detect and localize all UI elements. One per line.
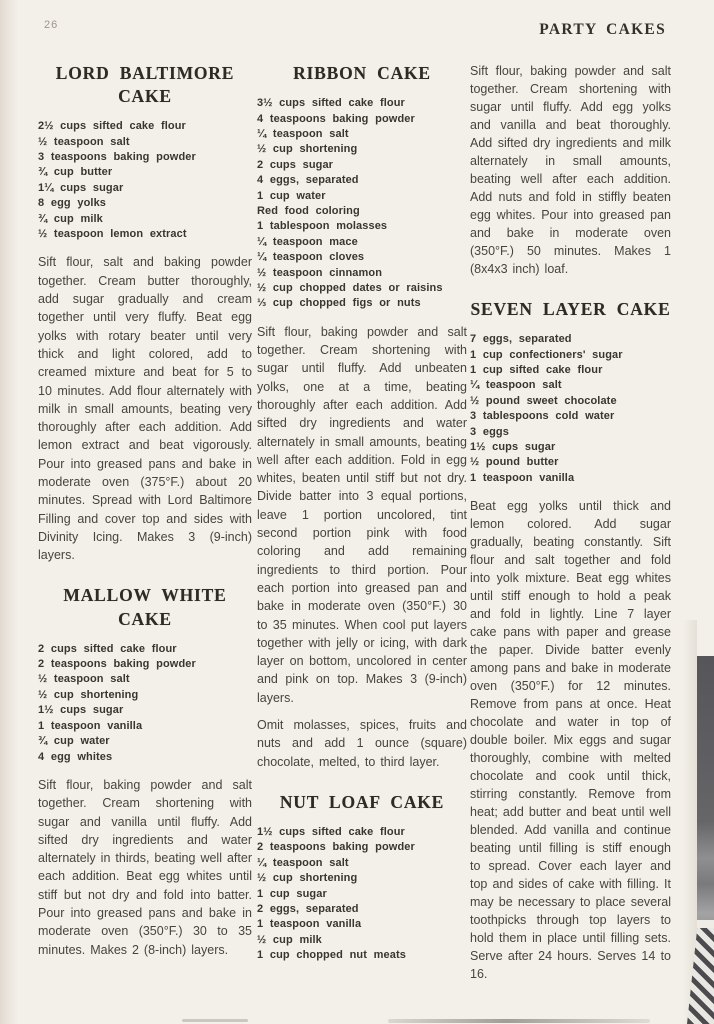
ingredient-line: ¼ teaspoon cloves xyxy=(257,251,365,264)
ingredient-line: ½ teaspoon salt xyxy=(38,135,130,148)
ingredient-line: 3 teaspoons baking powder xyxy=(38,151,196,163)
ingredient-line: ½ cup shortening xyxy=(257,143,358,156)
instruction-paragraph: Sift flour, baking powder and salt together. Cream shortening with sugar until fluffy. Add unbeaten yolks, one at a time, beating thoroughly after each addition. Add sifted dry ingredients and water alternately in small amounts, beating well after each addition. Fold in egg whites, beaten until stiff but not dry. Divide batter into 3 equal portions, leave 1 portion uncolored, tint second portion pink with food coloring and add remaining ingredients to third portion. Pour each portion into greased pan and bake in moderate oven (350°F.) 30 to 35 minutes. When cool put layers together with jelly or icing, with dark layer on bottom, uncolored in center and pink on top. Makes 3 (9-inch) layers. xyxy=(257,324,467,705)
ingredient-line: 3 tablespoons cold water xyxy=(470,410,615,423)
ingredient-line: 2½ cups sifted cake flour xyxy=(38,120,186,133)
column-right xyxy=(470,62,671,1003)
ingredient-line: ¾ cup milk xyxy=(38,212,103,225)
ingredient-line: 1 cup water xyxy=(257,189,326,202)
recipe-seven-layer-cake xyxy=(470,298,671,983)
variation-note-paragraph: Omit molasses, spices, fruits and nuts and add 1 ounce (square) chocolate, melted, to third layer. xyxy=(257,718,467,769)
ingredient-line: 1½ cups sugar xyxy=(38,704,124,717)
instruction-paragraph: Sift flour, baking powder and salt together. Cream shortening with sugar and vanilla until fluffy. Add sifted dry ingredients and water alternately in thirds, beating well after each addition. Beat egg whites until stiff but not dry and fold into batter. Pour into greased pans and bake in moderate oven (350°F.) 30 to 35 minutes. Makes 2 (8-inch) layers. xyxy=(38,777,252,957)
photo-edge-gap xyxy=(697,920,714,928)
recipe-title xyxy=(38,584,252,630)
ingredient-list xyxy=(257,825,467,964)
ingredient-line: ¼ teaspoon salt xyxy=(257,127,349,140)
ingredient-line: 1 teaspoon vanilla xyxy=(470,471,575,484)
ingredient-line: 2 cups sugar xyxy=(257,158,334,171)
recipe-title-line: NUT LOAF CAKE xyxy=(279,791,445,812)
recipe-lord-baltimore-cake xyxy=(38,62,252,564)
bottom-edge-smudge xyxy=(182,1019,248,1022)
recipe-title xyxy=(470,298,671,321)
recipe-ribbon-cake xyxy=(257,62,467,771)
ingredient-line: 4 eggs, separated xyxy=(257,174,359,187)
ingredient-line: ½ cup shortening xyxy=(257,872,358,885)
ingredient-line: ½ pound butter xyxy=(470,456,559,469)
recipe-title xyxy=(38,62,252,108)
ingredient-line: ¼ teaspoon salt xyxy=(257,856,349,869)
instruction-paragraph: Sift flour, baking powder and salt together. Cream shortening with sugar until fluffy. Add egg yolks and vanilla and beat thoroughly. Add sifted dry ingredients and milk alternately in small amounts, beating well after each addition. Add nuts and fold in stiffly beaten egg whites. Pour into greased pan and bake in moderate oven (350°F.) 50 minutes. Makes 1 (8x4x3 inch) loaf. xyxy=(470,64,671,276)
page-number: 26 xyxy=(44,19,59,31)
ingredient-line: 8 egg yolks xyxy=(38,197,107,210)
ingredient-line: 2 cups sifted cake flour xyxy=(38,642,177,655)
instruction-paragraph: Sift flour, salt and baking powder together. Cream butter thoroughly, add sugar gradually and cream together until very fluffy. Beat egg yolks with rotary beater until very thick and light colored, add to creamed mixture and beat for 5 to 10 minutes. Add flour alternately with milk in small amounts, beating very thoroughly after each addition. Add lemon extract and beat vigorously. Pour into greased pans and bake in moderate oven (375°F.) about 20 minutes. Spread with Lord Baltimore Filling and cover top and sides with Divinity Icing. Makes 3 (9-inch) layers. xyxy=(38,255,252,563)
column-left xyxy=(38,62,252,979)
recipe-title xyxy=(257,791,467,814)
ingredient-line: 4 teaspoons baking powder xyxy=(257,112,415,125)
recipe-title-line: RIBBON CAKE xyxy=(293,63,431,83)
page-gutter-shadow xyxy=(0,0,18,1024)
recipe-nut-loaf-cake xyxy=(257,791,467,964)
ingredient-line: 1 cup chopped nut meats xyxy=(257,949,406,962)
ingredient-line: 1 tablespoon molasses xyxy=(257,220,388,233)
recipe-title-line: SEVEN LAYER CAKE xyxy=(470,299,671,319)
ingredient-line: ½ teaspoon cinnamon xyxy=(257,266,383,279)
ingredient-line: ¾ cup water xyxy=(38,735,110,748)
ingredient-line: 1½ cups sifted cake flour xyxy=(257,826,405,838)
ingredient-line: 1 cup confectioners' sugar xyxy=(470,348,623,361)
ingredient-list xyxy=(257,96,467,312)
ingredient-line: ⅓ cup chopped figs or nuts xyxy=(257,297,421,310)
ingredient-line: ½ teaspoon salt xyxy=(38,673,130,686)
ingredient-line: ¾ cup butter xyxy=(38,166,113,179)
ingredient-line: 3 eggs xyxy=(470,425,509,438)
ingredient-line: 7 eggs, separated xyxy=(470,333,572,346)
instruction-paragraph: Beat egg yolks until thick and lemon colored. Add sugar gradually, beating constantly. Sift flour and salt together and fold into yolk mixture. Beat egg whites until stiff enough to hold a peak and fold in lightly. Line 7 layer cake pans with paper and grease the paper. Divide batter evenly among pans and bake in moderate oven (350°F.) for 12 minutes. Remove from pans at once. Heat chocolate and water in top of double boiler. Mix eggs and sugar thoroughly, combine with melted chocolate and cook until thick, stirring constantly. Remove from heat; add butter and beat until well blended. Add vanilla and continue beating until filling is stiff enough to spread. Cover each layer and top and sides of cake with filling. It may be necessary to place several toothpicks through top layers to hold them in place until filling sets. Serve after 24 hours. Serves 14 to 16. xyxy=(470,499,671,982)
bottom-edge-smudge xyxy=(388,1019,650,1023)
ingredient-line: 1 cup sifted cake flour xyxy=(470,363,603,376)
recipe-title-line: MALLOW WHITE xyxy=(63,585,227,606)
ingredient-line: ½ cup milk xyxy=(257,933,322,946)
ingredient-line: Red food coloring xyxy=(257,204,360,217)
ingredient-line: 1¼ cups sugar xyxy=(38,181,124,194)
recipe-title-line: CAKE xyxy=(118,608,172,629)
ingredient-line: 1 teaspoon vanilla xyxy=(38,719,143,732)
column-middle xyxy=(257,62,467,984)
recipe-title xyxy=(257,62,467,85)
ingredient-line: 2 teaspoons baking powder xyxy=(257,841,415,854)
ingredient-list xyxy=(38,119,252,242)
ingredient-line: 2 teaspoons baking powder xyxy=(38,658,196,671)
ingredient-line: ¼ teaspoon mace xyxy=(257,235,358,248)
recipe-title-line: LORD BALTIMORE xyxy=(55,63,235,83)
ingredient-list xyxy=(470,332,671,486)
recipe-title-line: CAKE xyxy=(118,86,172,107)
ingredient-line: ½ teaspoon lemon extract xyxy=(38,228,187,241)
ingredient-line: 4 egg whites xyxy=(38,750,113,763)
ingredient-line: ½ cup chopped dates or raisins xyxy=(257,281,443,294)
ingredient-line: 2 eggs, separated xyxy=(257,903,359,916)
ingredient-line: 3½ cups sifted cake flour xyxy=(257,97,405,110)
ingredient-line: 1 teaspoon vanilla xyxy=(257,918,362,931)
ingredient-list xyxy=(38,642,252,765)
ingredient-line: 1½ cups sugar xyxy=(470,440,556,453)
ingredient-line: ½ cup shortening xyxy=(38,688,139,701)
recipe-mallow-white-cake xyxy=(38,584,252,958)
ingredient-line: ½ pound sweet chocolate xyxy=(470,394,617,407)
ingredient-line: 1 cup sugar xyxy=(257,887,327,900)
running-header: PARTY CAKES xyxy=(539,21,666,38)
recipe-nut-loaf-cake-continued xyxy=(470,62,671,278)
ingredient-line: ¼ teaspoon salt xyxy=(470,379,562,392)
